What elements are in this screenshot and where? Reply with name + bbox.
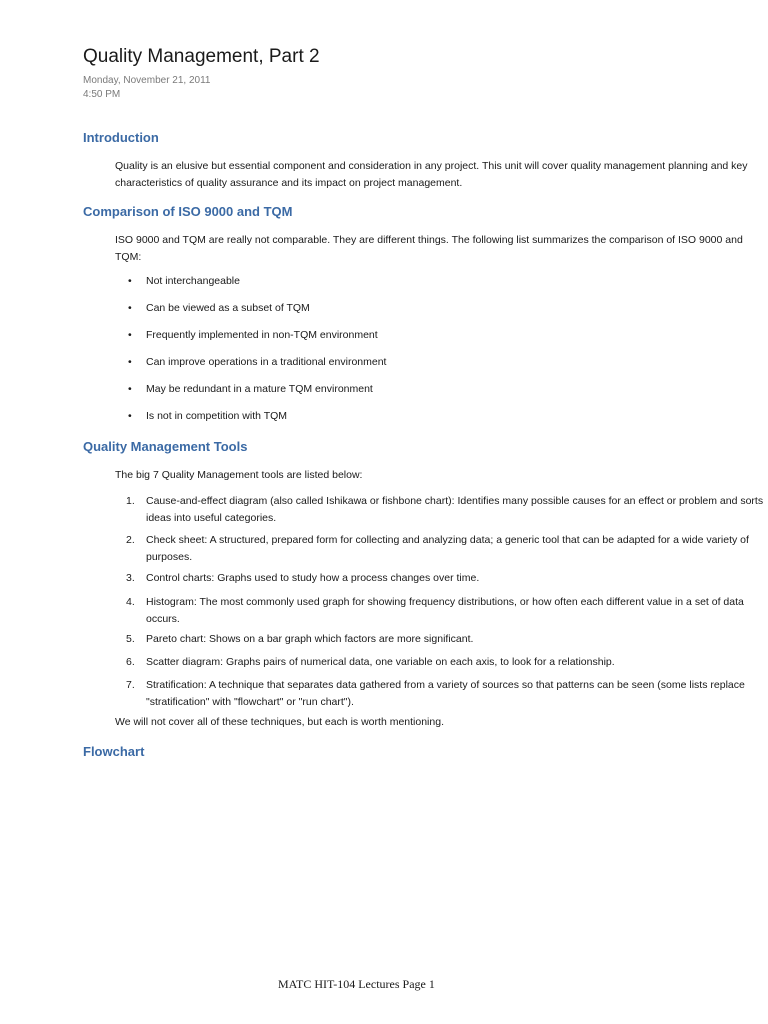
list-item: [126, 570, 766, 587]
tools-intro: The big 7 Quality Management tools are listed below:: [115, 469, 363, 481]
list-item: [126, 493, 766, 527]
list-item-number: 6.: [126, 656, 135, 668]
intro-paragraph: Quality is an elusive but essential component and consideration in any project. This unit will cover quality management planning and key characteristics of quality assurance and its impact on project management.: [115, 160, 748, 189]
list-item: [128, 356, 386, 368]
list-item-text: Pareto chart: Shows on a bar graph which factors are more significant.: [146, 633, 474, 645]
tools-closing: We will not cover all of these techniques, but each is worth mentioning.: [115, 716, 444, 728]
list-item-number: 7.: [126, 679, 135, 691]
list-item: [126, 677, 766, 711]
comparison-paragraph: ISO 9000 and TQM are really not comparable. They are different things. The following list summarizes the comparison of ISO 9000 and TQM:: [115, 234, 743, 263]
list-item: [128, 275, 240, 287]
list-item-text: Can be viewed as a subset of TQM: [146, 302, 310, 314]
bullet-marker: •: [128, 302, 132, 314]
list-item-text: Control charts: Graphs used to study how a process changes over time.: [146, 572, 480, 584]
list-item-text: Cause-and-effect diagram (also called Ishikawa or fishbone chart): Identifies many possible causes for an effect or problem and sorts ideas into useful categories.: [146, 495, 764, 524]
list-item-text: Check sheet: A structured, prepared form for collecting and analyzing data; a generic tool that can be adapted for a wide variety of purposes.: [146, 534, 749, 563]
list-item: [128, 383, 373, 395]
list-item-number: 2.: [126, 534, 135, 546]
list-item: [126, 532, 766, 566]
heading-flowchart: Flowchart: [83, 744, 145, 759]
heading-comparison: Comparison of ISO 9000 and TQM: [83, 204, 293, 219]
list-item-text: Can improve operations in a traditional environment: [146, 356, 387, 368]
list-item-number: 1.: [126, 495, 135, 507]
list-item: [128, 302, 310, 314]
list-item-text: Not interchangeable: [146, 275, 240, 287]
list-item-number: 5.: [126, 633, 135, 645]
page-time: 4:50 PM: [83, 89, 121, 100]
list-item-number: 3.: [126, 572, 135, 584]
heading-introduction: Introduction: [83, 130, 159, 145]
bullet-marker: •: [128, 410, 132, 422]
heading-tools: Quality Management Tools: [83, 439, 248, 454]
list-item: [126, 631, 766, 648]
list-item-number: 4.: [126, 596, 135, 608]
list-item: [128, 410, 287, 422]
bullet-marker: •: [128, 356, 132, 368]
bullet-marker: •: [128, 383, 132, 395]
list-item-text: Stratification: A technique that separates data gathered from a variety of sources so that patterns can be seen (some lists replace "stratification" with "flowchart" or "run chart").: [146, 679, 745, 708]
bullet-marker: •: [128, 275, 132, 287]
bullet-marker: •: [128, 329, 132, 341]
list-item-text: Histogram: The most commonly used graph for showing frequency distributions, or how often each different value in a set of data occurs.: [146, 596, 744, 625]
list-item: [126, 654, 766, 671]
page-title: Quality Management, Part 2: [83, 46, 320, 67]
page-footer: MATC HIT-104 Lectures Page 1: [278, 977, 435, 991]
list-item-text: Is not in competition with TQM: [146, 410, 288, 422]
list-item: [128, 329, 378, 341]
page-date: Monday, November 21, 2011: [83, 75, 211, 86]
list-item-text: Scatter diagram: Graphs pairs of numerical data, one variable on each axis, to look for a relationship.: [146, 656, 615, 668]
list-item-text: Frequently implemented in non-TQM environment: [146, 329, 378, 341]
list-item: [126, 594, 766, 628]
list-item-text: May be redundant in a mature TQM environment: [146, 383, 373, 395]
